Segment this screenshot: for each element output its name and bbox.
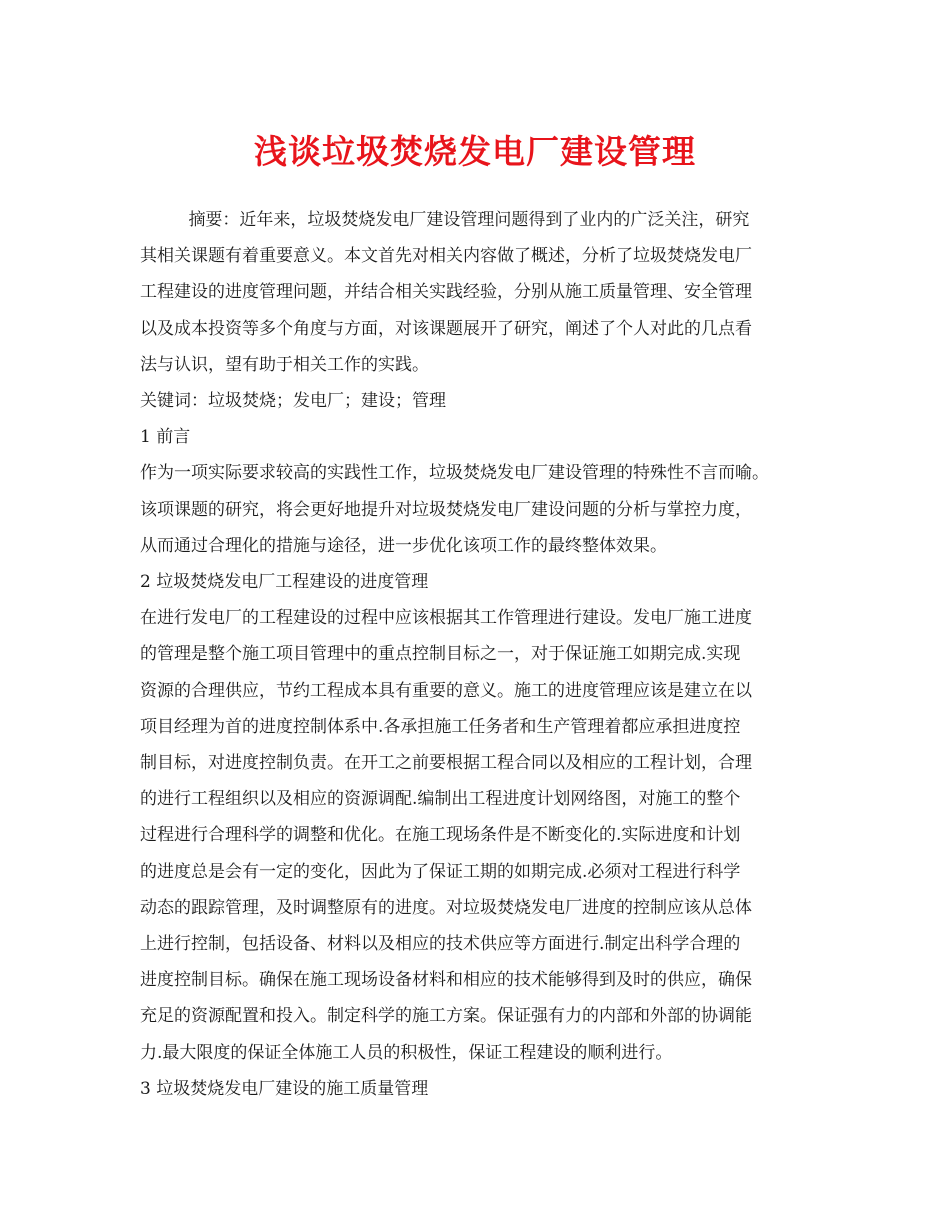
abstract-line: 法与认识，望有助于相关工作的实践。	[140, 354, 429, 375]
paragraph-line: 充足的资源配置和投入。制定科学的施工方案。保证强有力的内部和外部的协调能	[140, 1006, 752, 1027]
paragraph-line: 作为一项实际要求较高的实践性工作，垃圾焚烧发电厂建设管理的特殊性不言而喻。	[140, 463, 769, 484]
paragraph-line: 过程进行合理科学的调整和优化。在施工现场条件是不断变化的.实际进度和计划	[140, 825, 741, 846]
abstract-line: 以及成本投资等多个角度与方面，对该课题展开了研究，阐述了个人对此的几点看	[140, 318, 752, 339]
paragraph-line: 制目标，对进度控制负责。在开工之前要根据工程合同以及相应的工程计划，合理	[140, 753, 752, 774]
section-1-paragraph	[140, 455, 840, 564]
keywords-line: 关键词：垃圾焚烧；发电厂；建设；管理	[140, 391, 446, 412]
abstract-line: 摘要：近年来，垃圾焚烧发电厂建设管理问题得到了业内的广泛关注，研究	[188, 210, 750, 230]
paragraph-line: 进度控制目标。确保在施工现场设备材料和相应的技术能够得到及时的供应，确保	[140, 970, 752, 991]
paragraph-line: 该项课题的研究，将会更好地提升对垃圾焚烧发电厂建设问题的分析与掌控力度，	[140, 499, 752, 520]
abstract-line: 工程建设的进度管理问题，并结合相关实践经验，分别从施工质量管理、安全管理	[140, 282, 752, 303]
paragraph-line: 动态的跟踪管理，及时调整原有的进度。对垃圾焚烧发电厂进度的控制应该从总体	[140, 897, 752, 918]
paragraph-line: 的管理是整个施工项目管理中的重点控制目标之一，对于保证施工如期完成.实现	[140, 644, 741, 665]
abstract-paragraph	[140, 202, 840, 383]
paragraph-line: 资源的合理供应，节约工程成本具有重要的意义。施工的进度管理应该是建立在以	[140, 680, 752, 701]
section-3-heading: 3 垃圾焚烧发电厂建设的施工质量管理	[140, 1078, 429, 1099]
paragraph-line: 在进行发电厂的工程建设的过程中应该根据其工作管理进行建设。发电厂施工进度	[140, 608, 752, 629]
paragraph-line: 的进行工程组织以及相应的资源调配.编制出工程进度计划网络图，对施工的整个	[140, 789, 741, 810]
paragraph-line: 力.最大限度的保证全体施工人员的积极性，保证工程建设的顺利进行。	[140, 1042, 673, 1063]
paragraph-line: 项目经理为首的进度控制体系中.各承担施工任务者和生产管理着都应承担进度控	[140, 716, 741, 737]
paragraph-line: 从而通过合理化的措施与途径，进一步优化该项工作的最终整体效果。	[140, 535, 667, 556]
section-1-heading: 1 前言	[140, 427, 191, 448]
document-body	[140, 202, 840, 1107]
document-title: 浅谈垃圾焚烧发电厂建设管理	[254, 132, 696, 171]
abstract-line: 其相关课题有着重要意义。本文首先对相关内容做了概述，分析了垃圾焚烧发电厂	[140, 246, 752, 267]
paragraph-line: 上进行控制，包括设备、材料以及相应的技术供应等方面进行.制定出科学合理的	[140, 934, 741, 955]
paragraph-line: 的进度总是会有一定的变化，因此为了保证工期的如期完成.必须对工程进行科学	[140, 861, 741, 882]
section-2-paragraph	[140, 600, 840, 1071]
section-2-heading: 2 垃圾焚烧发电厂工程建设的进度管理	[140, 572, 429, 593]
